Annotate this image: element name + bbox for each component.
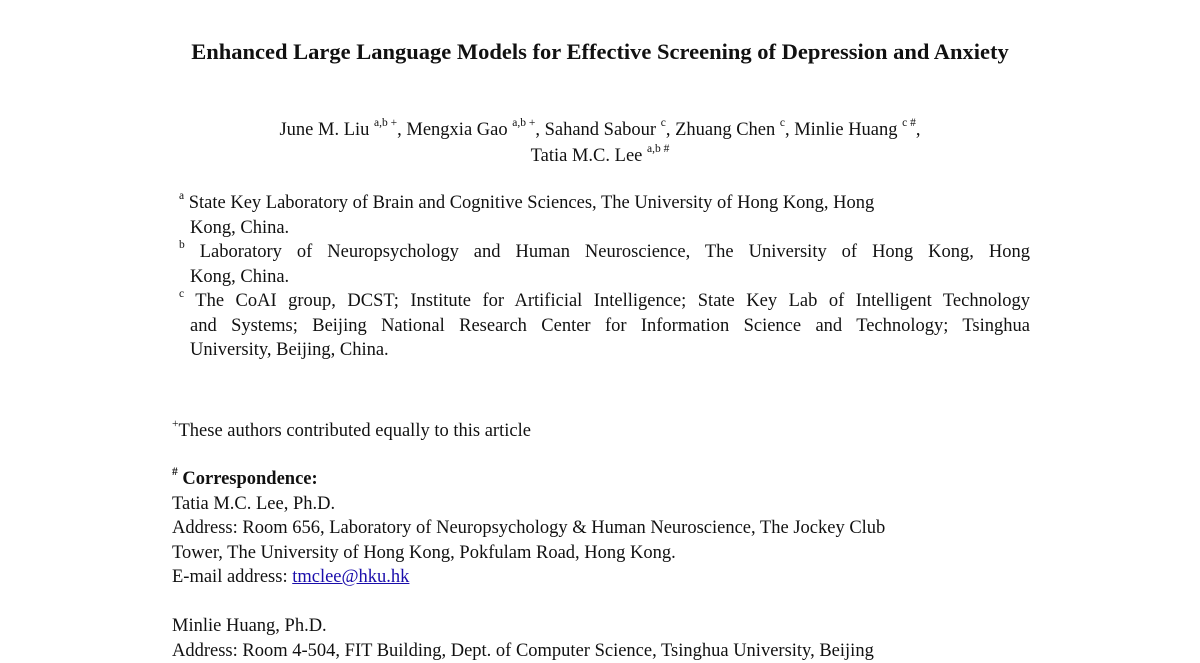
affiliation-a bbox=[172, 191, 1030, 240]
contact-name: Minlie Huang, Ph.D. bbox=[172, 614, 1032, 639]
affiliation-text: Kong, China. bbox=[190, 218, 289, 238]
email-label: E-mail address: bbox=[172, 567, 292, 587]
contact-name: Tatia M.C. Lee, Ph.D. bbox=[172, 492, 1032, 517]
author-affiliation-mark: c bbox=[661, 117, 666, 129]
author-separator: , bbox=[535, 120, 544, 140]
affiliation-text: University, Beijing, China. bbox=[190, 340, 389, 360]
author-name: Mengxia Gao bbox=[406, 120, 507, 140]
author-separator: , bbox=[785, 120, 794, 140]
correspondence-mark: # bbox=[172, 466, 178, 478]
contribution-mark: + bbox=[172, 418, 179, 430]
affiliation-mark: b bbox=[179, 239, 185, 251]
author-affiliation-mark: a,b + bbox=[512, 117, 535, 129]
author-name: June M. Liu bbox=[279, 120, 369, 140]
paper-title: Enhanced Large Language Models for Effective Screening of Depression and Anxiety bbox=[190, 38, 1010, 65]
affiliation-text: and Systems; Beijing National Research Center for Information Science and Technology; Tsinghua bbox=[190, 316, 1030, 336]
author-affiliation-mark: a,b + bbox=[374, 117, 397, 129]
affiliation-mark: c bbox=[179, 288, 184, 300]
author-affiliation-mark: c bbox=[780, 117, 785, 129]
contact-address: Address: Room 656, Laboratory of Neuropsychology & Human Neuroscience, The Jockey Club bbox=[172, 516, 1032, 541]
contact-address: Tower, The University of Hong Kong, Pokfulam Road, Hong Kong. bbox=[172, 541, 1032, 566]
author-separator: , bbox=[666, 120, 675, 140]
author-list bbox=[190, 117, 1010, 169]
email-link[interactable]: tmclee@hku.hk bbox=[292, 567, 409, 587]
contact-email-line bbox=[172, 565, 1032, 590]
affiliation-list bbox=[172, 191, 1030, 363]
author-affiliation-mark: a,b # bbox=[647, 143, 669, 155]
author-name: Sahand Sabour bbox=[545, 120, 657, 140]
author-name: Minlie Huang bbox=[794, 120, 897, 140]
affiliation-mark: a bbox=[179, 190, 184, 202]
correspondence-heading: # Correspondence: bbox=[172, 467, 1032, 492]
affiliation-text: State Key Laboratory of Brain and Cognitive Sciences, The University of Hong Kong, Hong bbox=[189, 193, 875, 213]
correspondence-section bbox=[172, 467, 1032, 663]
affiliation-text: Kong, China. bbox=[190, 267, 289, 287]
author-affiliation-mark: c # bbox=[902, 117, 916, 129]
author-name: Tatia M.C. Lee bbox=[531, 146, 643, 166]
contribution-text: These authors contributed equally to this article bbox=[179, 421, 531, 441]
author-name: Zhuang Chen bbox=[675, 120, 775, 140]
affiliation-text: Laboratory of Neuropsychology and Human Neuroscience, The University of Hong Kong, Hong bbox=[200, 242, 1030, 262]
author-separator: , bbox=[916, 120, 921, 140]
contact-address: Address: Room 4-504, FIT Building, Dept. of Computer Science, Tsinghua University, Beijing bbox=[172, 639, 1032, 663]
affiliation-c bbox=[172, 289, 1030, 363]
author-separator: , bbox=[397, 120, 406, 140]
affiliation-b bbox=[172, 240, 1030, 289]
equal-contribution-note bbox=[172, 419, 531, 444]
affiliation-text: The CoAI group, DCST; Institute for Artificial Intelligence; State Key Lab of Intelligent Technology bbox=[195, 291, 1030, 311]
